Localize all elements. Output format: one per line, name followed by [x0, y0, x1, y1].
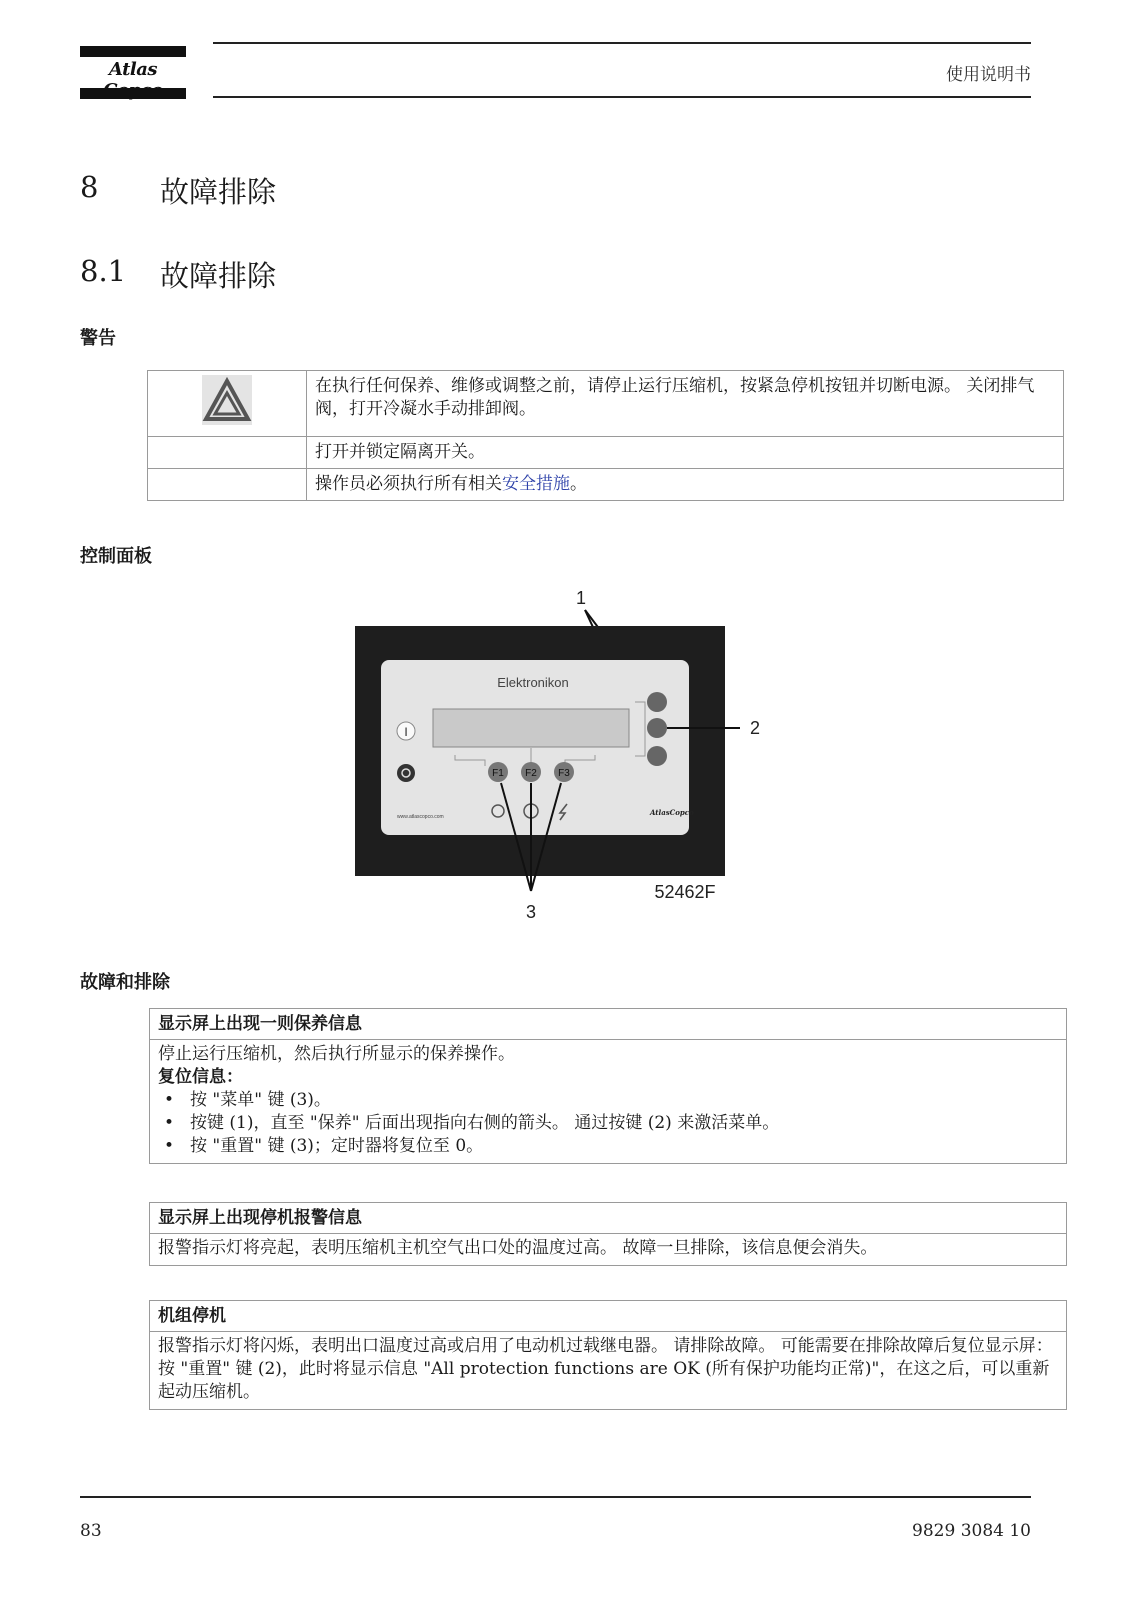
- up-key-icon[interactable]: [647, 692, 667, 712]
- fault-box-text: 停止运行压缩机，然后执行所显示的保养操作。: [158, 1044, 515, 1064]
- document-number: 9829 3084 10: [912, 1521, 1031, 1541]
- reset-steps: [158, 1089, 1058, 1158]
- reset-subheading: 复位信息：: [158, 1067, 243, 1087]
- panel-display: [433, 709, 629, 747]
- warning-text-3-prefix: 操作员必须执行所有相关: [315, 474, 502, 494]
- header-rule-bottom: [213, 96, 1031, 98]
- list-item: • 按 "菜单" 键 (3)。: [158, 1089, 1058, 1112]
- tab-key-icon[interactable]: [647, 718, 667, 738]
- atlas-copco-logo: [80, 46, 186, 99]
- warning-row: [148, 437, 1064, 469]
- fault-box-text: 报警指示灯将亮起，表明压缩机主机空气出口处的温度过高。 故障一旦排除，该信息便会消失。: [158, 1238, 878, 1258]
- fault-box-shutdown-warning: [149, 1202, 1067, 1266]
- fault-box-title: 显示屏上出现一则保养信息: [150, 1009, 1066, 1040]
- logo-text: Atlas: [108, 59, 158, 80]
- f3-label: F3: [558, 768, 570, 779]
- elektronikon-brand: Elektronikon: [497, 675, 569, 690]
- faults-heading: 故障和排除: [80, 972, 170, 993]
- warning-text-3-suffix: 。: [570, 474, 587, 494]
- warning-heading: 警告: [80, 328, 116, 349]
- warning-table: [147, 370, 1064, 501]
- section-number: 8.1: [80, 254, 127, 288]
- page-number: 83: [80, 1521, 102, 1541]
- fault-box-body: [150, 1040, 1066, 1163]
- list-item: • 按键 (1)，直至 "保养" 后面出现指向右侧的箭头。 通过按键 (2) 来激活菜单。: [158, 1112, 1058, 1135]
- control-panel-figure: [355, 588, 795, 943]
- f2-label: F2: [525, 768, 537, 779]
- stop-button[interactable]: [397, 764, 415, 782]
- warning-row: [148, 469, 1064, 501]
- callout-1-label: 1: [575, 588, 587, 608]
- safety-measures-link[interactable]: 安全措施: [502, 474, 570, 494]
- section-title: 故障排除: [160, 259, 277, 293]
- warning-icon-cell: [148, 371, 307, 437]
- warning-empty-cell: [148, 437, 307, 469]
- chapter-title: 故障排除: [160, 175, 277, 209]
- panel-logo: AtlasCopco: [650, 808, 694, 817]
- warning-text-3: [307, 469, 1064, 501]
- fault-box-unit-stopped: [149, 1300, 1067, 1410]
- fault-box-text: 报警指示灯将闪烁，表明出口温度过高或启用了电动机过载继电器。 请排除故障。 可能需要在排除故障后复位显示屏：按 "重置" 键 (2)，此时将显示信息 "All protection functions are OK (所有保护功能均正常)"，在这之后，可以重新起动压缩机。: [158, 1336, 1053, 1402]
- down-key-icon[interactable]: [647, 746, 667, 766]
- f1-label: F1: [492, 768, 504, 779]
- start-symbol: I: [404, 725, 408, 739]
- callout-2-label: 2: [749, 718, 761, 738]
- control-panel-heading: 控制面板: [80, 546, 152, 567]
- footer-rule: [80, 1496, 1031, 1498]
- panel-website: www.atlascopco.com: [397, 814, 444, 820]
- header-rule-top: [213, 42, 1031, 44]
- fault-box-title: 机组停机: [150, 1301, 1066, 1332]
- document-title: 使用说明书: [946, 65, 1031, 85]
- chapter-number: 8: [80, 170, 99, 204]
- warning-text-2: 打开并锁定隔离开关。: [307, 437, 1064, 469]
- callout-3-label: 3: [525, 902, 537, 922]
- list-item: • 按 "重置" 键 (3)；定时器将复位至 0。: [158, 1135, 1058, 1158]
- fault-box-title: 显示屏上出现停机报警信息: [150, 1203, 1066, 1234]
- warning-empty-cell: [148, 469, 307, 501]
- warning-text-1: 在执行任何保养、维修或调整之前，请停止运行压缩机，按紧急停机按钮并切断电源。 关闭排气阀，打开冷凝水手动排卸阀。: [307, 371, 1064, 437]
- figure-id: 52462F: [654, 882, 716, 902]
- warning-row: [148, 371, 1064, 437]
- fault-box-service: [149, 1008, 1067, 1164]
- warning-triangle-icon: [202, 375, 252, 425]
